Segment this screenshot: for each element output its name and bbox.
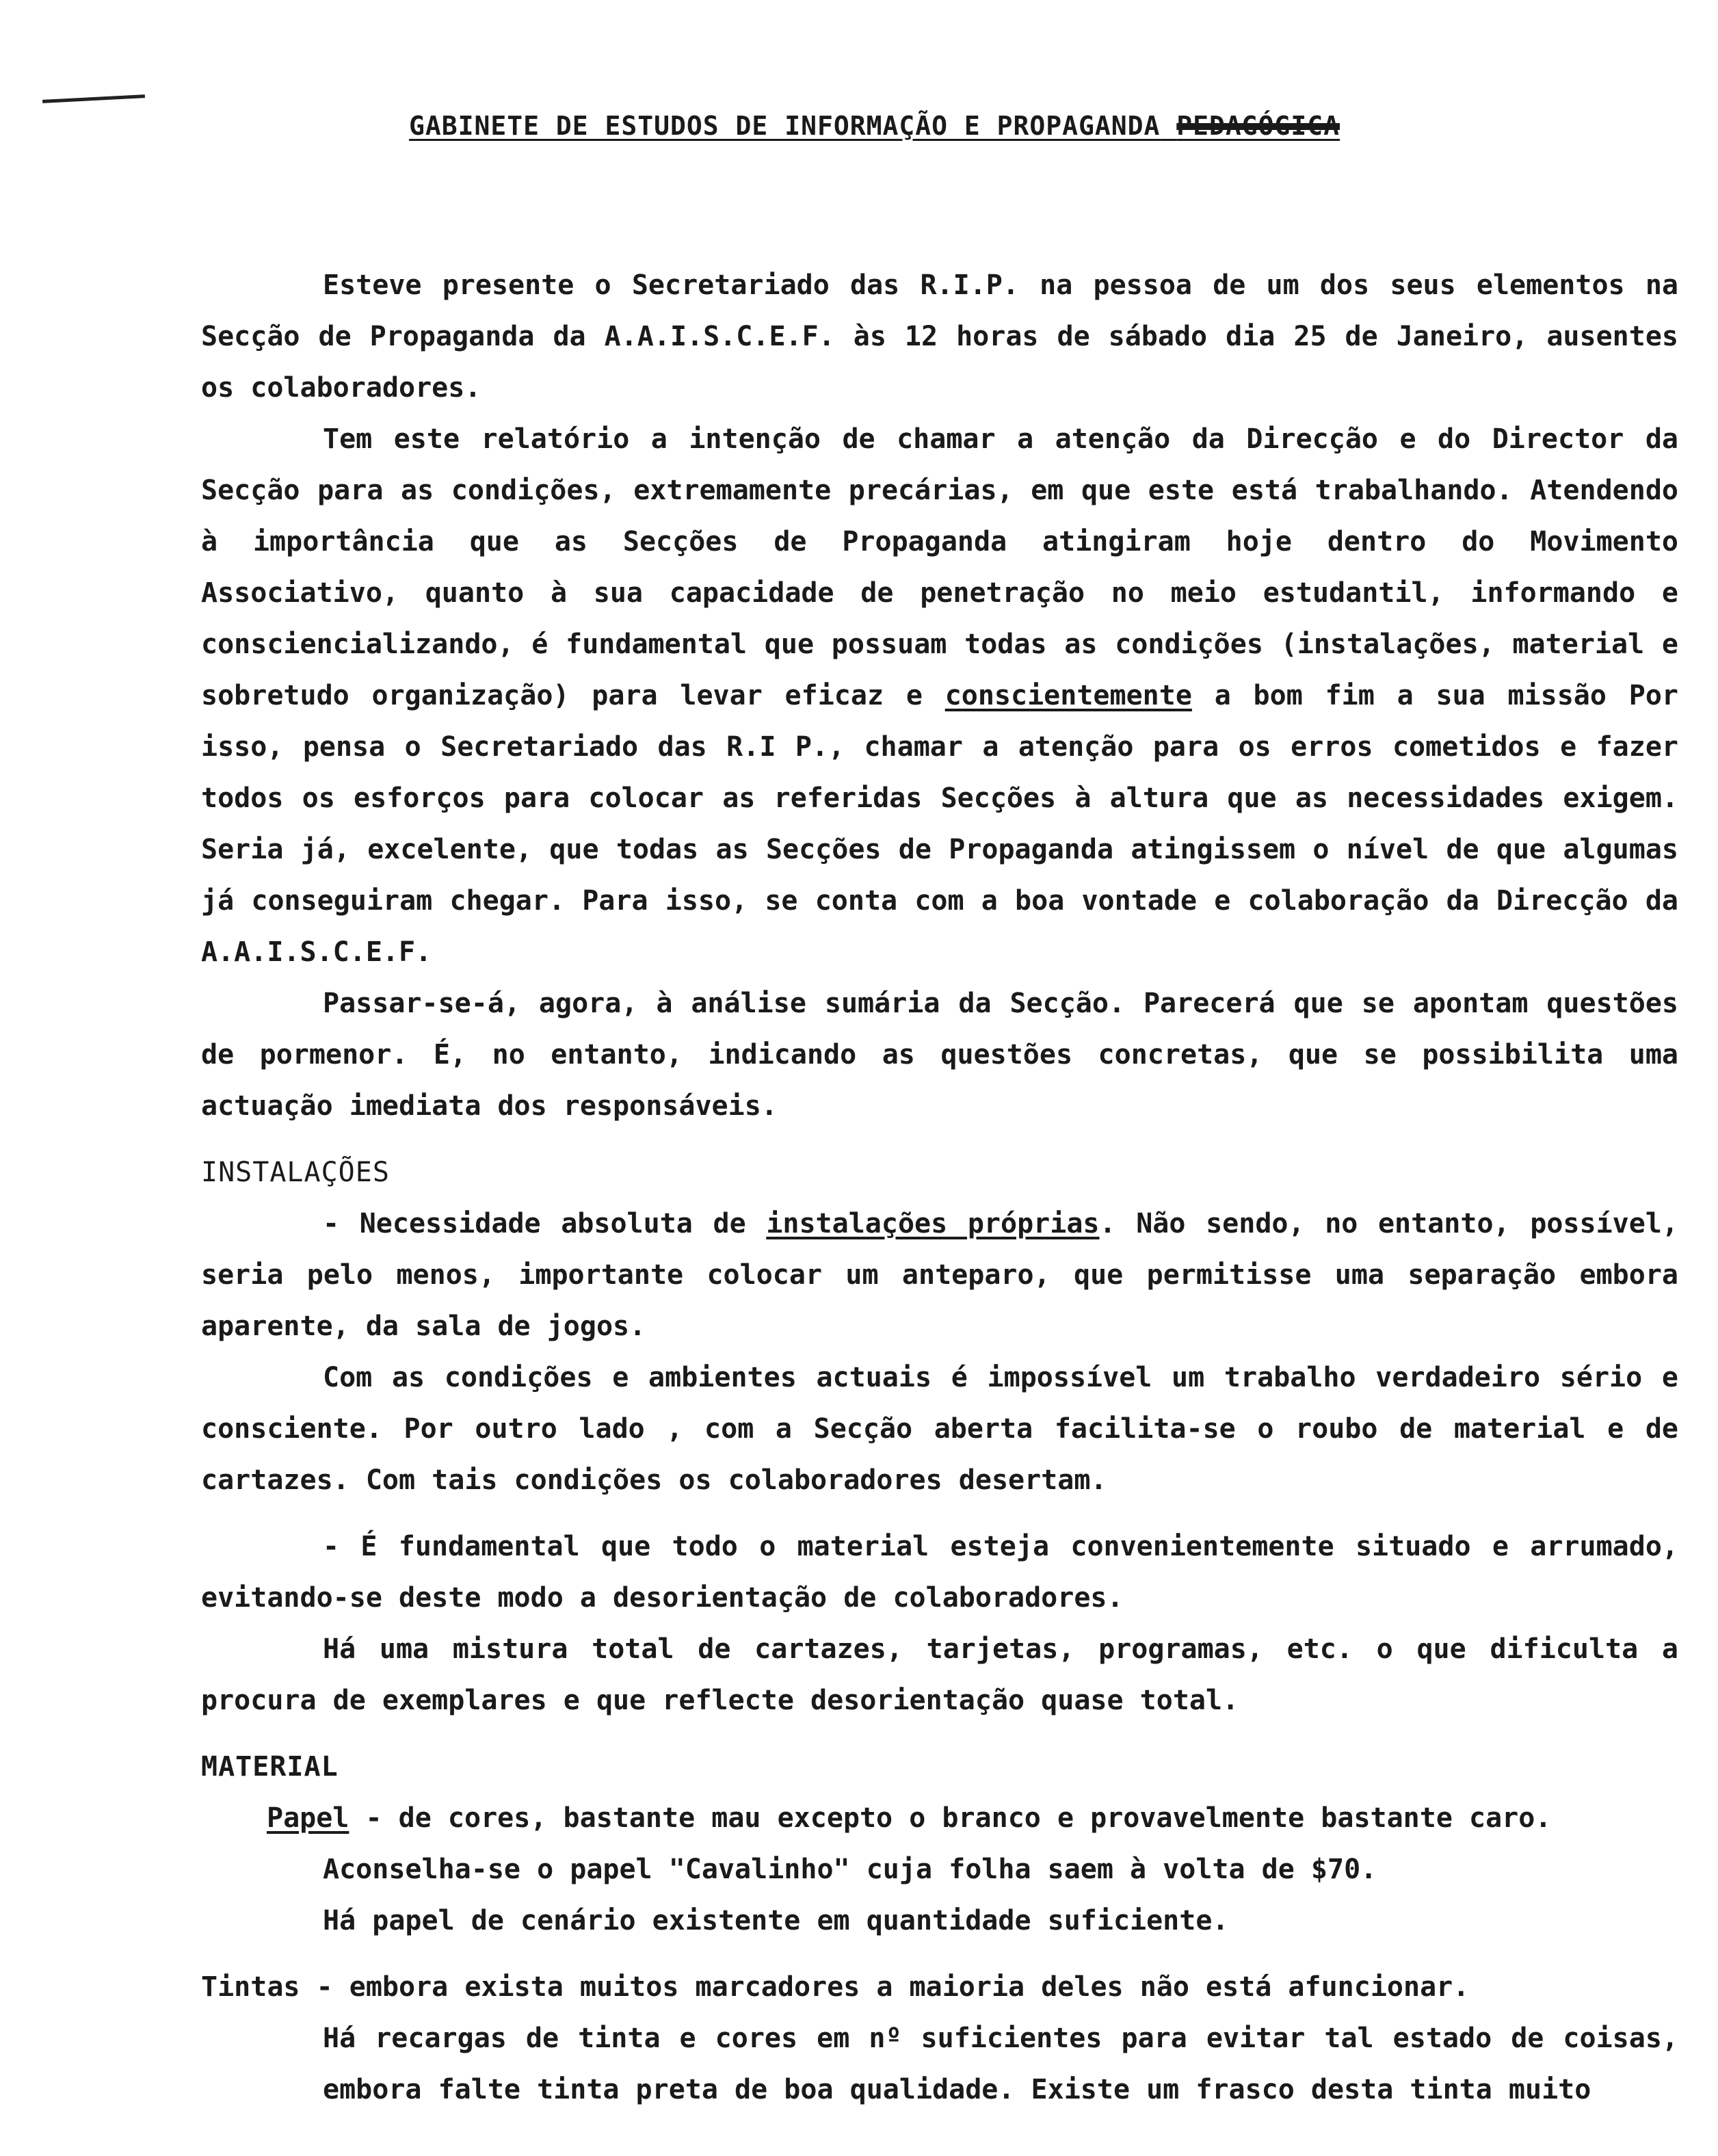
material-papel-line	[201, 1793, 1678, 1844]
title-text: GABINETE DE ESTUDOS DE INFORMAÇÃO E PROPAGANDA	[409, 111, 1161, 141]
document-title	[409, 111, 1340, 141]
paragraph-3: Passar-se-á, agora, à análise sumária da Secção. Parecerá que se apontam questões de pormenor. É, no entanto, indicando as questões concretas, que se possibilita uma actuação imediata dos responsáveis.	[201, 988, 1678, 1122]
papel-text: - de cores, bastante mau excepto o branco e provavelmente bastante caro.	[365, 1802, 1552, 1834]
material-papel-line-3: Há papel de cenário existente em quantidade suficiente.	[323, 1905, 1229, 1936]
underlined-word: conscientemente	[944, 680, 1192, 711]
paragraph-2	[201, 414, 1678, 978]
instalacoes-p1-post: . Não sendo, no entanto, possível, seria pelo menos, importante colocar um anteparo, que permitisse uma separação embora aparente, da sala de jogos.	[201, 1208, 1678, 1342]
material-papel-line-2: Aconselha-se o papel "Cavalinho" cuja folha saem à volta de $70.	[323, 1854, 1377, 1885]
papel-label: Papel	[267, 1802, 349, 1834]
margin-pen-mark	[42, 94, 145, 103]
document-body	[201, 260, 1678, 2116]
material-tintas-line	[201, 1962, 1678, 2013]
instalacoes-paragraph-1	[201, 1198, 1678, 1352]
instalacoes-paragraph-2: Com as condições e ambientes actuais é impossível um trabalho verdadeiro sério e consciente. Por outro lado , com a Secção aberta facilita-se o roubo de material e de cartazes. Com tais condições os colaboradores desertam.	[201, 1362, 1678, 1496]
instalacoes-paragraph-3: - É fundamental que todo o material esteja convenientemente situado e arrumado, evitando-se deste modo a desorientação de colaboradores.	[201, 1531, 1678, 1614]
material-tintas-line-2: Há recargas de tinta e cores em nº suficientes para evitar tal estado de coisas, embora falte tinta preta de boa qualidade. Existe um frasco desta tinta muito	[323, 2023, 1678, 2105]
instalacoes-paragraph-4: Há uma mistura total de cartazes, tarjetas, programas, etc. o que dificulta a procura de exemplares e que reflecte desorientação quase total.	[201, 1633, 1678, 1716]
paragraph-1: Esteve presente o Secretariado das R.I.P. na pessoa de um dos seus elementos na Secção de Propaganda da A.A.I.S.C.E.F. às 12 horas de sábado dia 25 de Janeiro, ausentes os colaboradores.	[201, 270, 1678, 404]
tintas-text: - embora exista muitos marcadores a maioria deles não está afuncionar.	[316, 1971, 1470, 2003]
tintas-label: Tintas	[201, 1971, 300, 2003]
instalacoes-p1-underlined: instalações próprias	[766, 1208, 1100, 1239]
paragraph-2-text: Tem este relatório a intenção de chamar a atenção da Direcção e do Director da Secção para as condições, extremamente precárias, em que este está trabalhando. Atendendo à importância que as Secções de Propaganda atingiram hoje dentro do Movimento Associativo, quanto à sua capacidade de penetração no meio estudantil, informando e consciencializando, é fundamental que possuam todas as condições (instalações, material e sobretudo organização) para levar eficaz e	[201, 423, 1678, 711]
section-heading-instalacoes: INSTALAÇÕES	[201, 1157, 390, 1188]
paragraph-2-tail: a bom fim a sua missão Por isso, pensa o Secretariado das R.I P., chamar a atenção para os erros cometidos e fazer todos os esforços para colocar as referidas Secções à altura que as necessidades exigem. Seria já, excelente, que todas as Secções de Propaganda atingissem o nível de que algumas já conseguiram chegar. Para isso, se conta com a boa vontade e colaboração da Direcção da A.A.I.S.C.E.F.	[201, 680, 1678, 968]
title-struck-word: PEDAGÓGICA	[1176, 111, 1340, 141]
section-heading-material: MATERIAL	[201, 1751, 339, 1783]
instalacoes-p1-pre: - Necessidade absoluta de	[323, 1208, 746, 1239]
